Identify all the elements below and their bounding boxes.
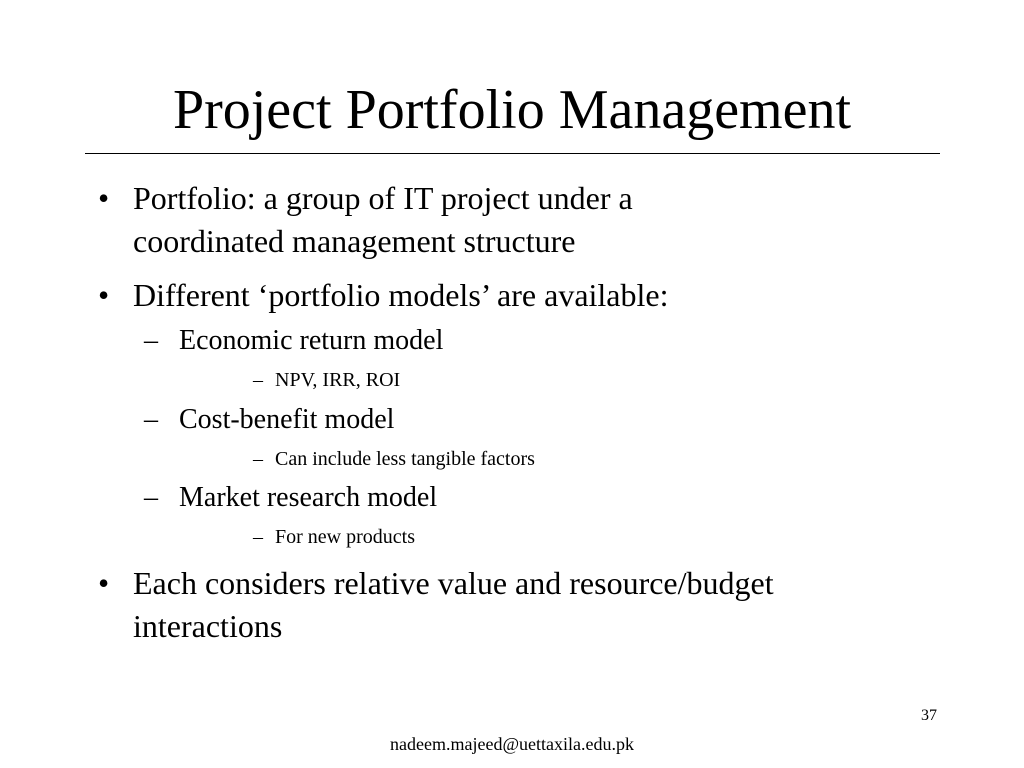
bullet-item-portfolio	[98, 177, 633, 263]
dash-marker: –	[253, 526, 263, 548]
bullet-text-line: Different ‘portfolio models’ are available:	[133, 277, 669, 313]
dash-marker: –	[253, 448, 263, 470]
sub-sub-bullet-intangible	[253, 446, 535, 472]
bullet-marker: •	[98, 277, 110, 313]
sub-sub-bullet-text: For new products	[275, 526, 415, 548]
bullet-text-line: coordinated management structure	[133, 223, 576, 259]
bullet-text-line: interactions	[133, 608, 283, 644]
title-divider	[85, 153, 940, 154]
bullet-marker: •	[98, 565, 110, 601]
sub-sub-bullet-text: Can include less tangible factors	[275, 448, 535, 470]
sub-bullet-market-research	[144, 481, 438, 515]
dash-marker: –	[253, 369, 263, 391]
sub-bullet-economic-return	[144, 324, 444, 358]
sub-bullet-text: Economic return model	[179, 325, 444, 356]
dash-marker: –	[144, 325, 158, 356]
footer-email: nadeem.majeed@uettaxila.edu.pk	[390, 734, 634, 754]
bullet-item-portfolio-models	[98, 274, 669, 317]
dash-marker: –	[144, 404, 158, 435]
bullet-marker: •	[98, 180, 110, 216]
sub-bullet-cost-benefit	[144, 403, 395, 437]
sub-bullet-text: Market research model	[179, 482, 438, 513]
sub-sub-bullet-text: NPV, IRR, ROI	[275, 369, 401, 391]
bullet-text-line: Portfolio: a group of IT project under a	[133, 180, 633, 216]
bullet-text-line: Each considers relative value and resource/budget	[133, 565, 774, 601]
bullet-item-relative-value	[98, 562, 774, 648]
sub-sub-bullet-npv	[253, 367, 401, 393]
dash-marker: –	[144, 482, 158, 513]
slide-number: 37	[921, 707, 937, 724]
slide-title: Project Portfolio Management	[172, 79, 852, 141]
sub-bullet-text: Cost-benefit model	[179, 404, 395, 435]
sub-sub-bullet-new-products	[253, 524, 415, 550]
